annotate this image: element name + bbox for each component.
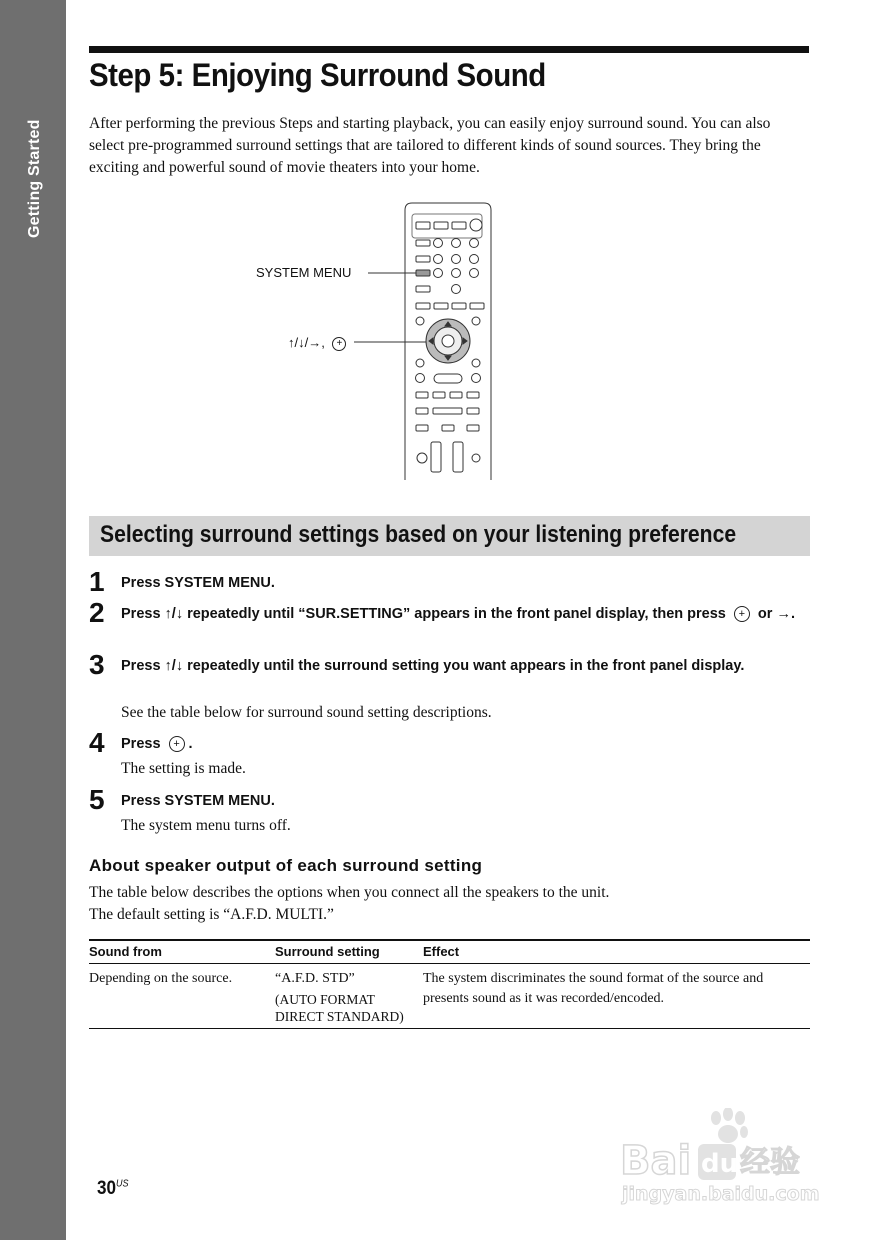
cell-sound-from: Depending on the source. bbox=[89, 964, 275, 1029]
about-line-1: The table below describes the options when you connect all the speakers to the unit. bbox=[89, 884, 610, 901]
section-title: Selecting surround settings based on your listening preference bbox=[100, 521, 737, 548]
sidebar-tab bbox=[0, 0, 66, 1240]
svg-text:经验: 经验 bbox=[740, 1145, 800, 1180]
step-note: See the table below for surround sound setting descriptions. bbox=[121, 704, 492, 721]
step-number: 3 bbox=[89, 649, 105, 680]
svg-text:du: du bbox=[701, 1149, 739, 1179]
step-note: The system menu turns off. bbox=[121, 817, 291, 834]
step-number: 1 bbox=[89, 566, 105, 597]
step-number: 5 bbox=[89, 784, 105, 815]
intro-paragraph: After performing the previous Steps and starting playback, you can easily enjoy surround sound. You can also select pre-programmed surround settings that are tailored to different kinds of sound sources. They bring the exciting and powerful sound of movie theaters into your home. bbox=[89, 115, 771, 176]
column-header: Effect bbox=[423, 940, 810, 964]
section-header-bar bbox=[89, 516, 810, 556]
remote-control-figure bbox=[250, 200, 510, 485]
cell-effect: The system discriminates the sound format of the source and presents sound as it was recorded/encoded. bbox=[423, 964, 810, 1029]
column-header: Surround setting bbox=[275, 940, 423, 964]
about-line-2: The default setting is “A.F.D. MULTI.” bbox=[89, 906, 334, 923]
setting-note: (AUTO FORMAT DIRECT STANDARD) bbox=[275, 992, 404, 1024]
paw-icon bbox=[618, 1108, 828, 1208]
enter-button-icon: + bbox=[169, 736, 185, 752]
svg-text:jingyan.baidu.com: jingyan.baidu.com bbox=[622, 1183, 820, 1205]
title-rule bbox=[89, 46, 809, 53]
callout-arrows: ↑/↓/→, + bbox=[288, 335, 350, 351]
page-number: $30^{US}$ bbox=[97, 1178, 129, 1199]
baidu-watermark bbox=[618, 1108, 828, 1208]
table-row bbox=[89, 964, 810, 1029]
table-header-row bbox=[89, 940, 810, 964]
callout-system-menu: SYSTEM MENU bbox=[256, 265, 352, 280]
enter-button-icon: + bbox=[734, 606, 750, 622]
step-number: 4 bbox=[89, 727, 105, 758]
column-header: Sound from bbox=[89, 940, 275, 964]
step-instruction: Press SYSTEM MENU. bbox=[121, 793, 275, 809]
step-instruction: Press ↑/↓ repeatedly until “SUR.SETTING” appears in the front panel display, then press + or →. bbox=[121, 606, 795, 622]
step-instruction: Press ↑/↓ repeatedly until the surround setting you want appears in the front panel display. bbox=[121, 658, 745, 674]
surround-settings-table bbox=[89, 939, 810, 1029]
about-heading: About speaker output of each surround setting bbox=[89, 856, 483, 875]
sidebar-label: Getting Started bbox=[26, 119, 43, 238]
step-number: 2 bbox=[89, 597, 105, 628]
page-title: Step 5: Enjoying Surround Sound bbox=[89, 57, 546, 93]
cell-surround-setting: “A.F.D. STD” (AUTO FORMAT DIRECT STANDARD) bbox=[275, 964, 423, 1029]
step-note: The setting is made. bbox=[121, 760, 246, 777]
svg-text:Bai: Bai bbox=[620, 1138, 692, 1184]
step-instruction: Press + . bbox=[121, 736, 193, 752]
step-instruction: Press SYSTEM MENU. bbox=[121, 575, 275, 591]
